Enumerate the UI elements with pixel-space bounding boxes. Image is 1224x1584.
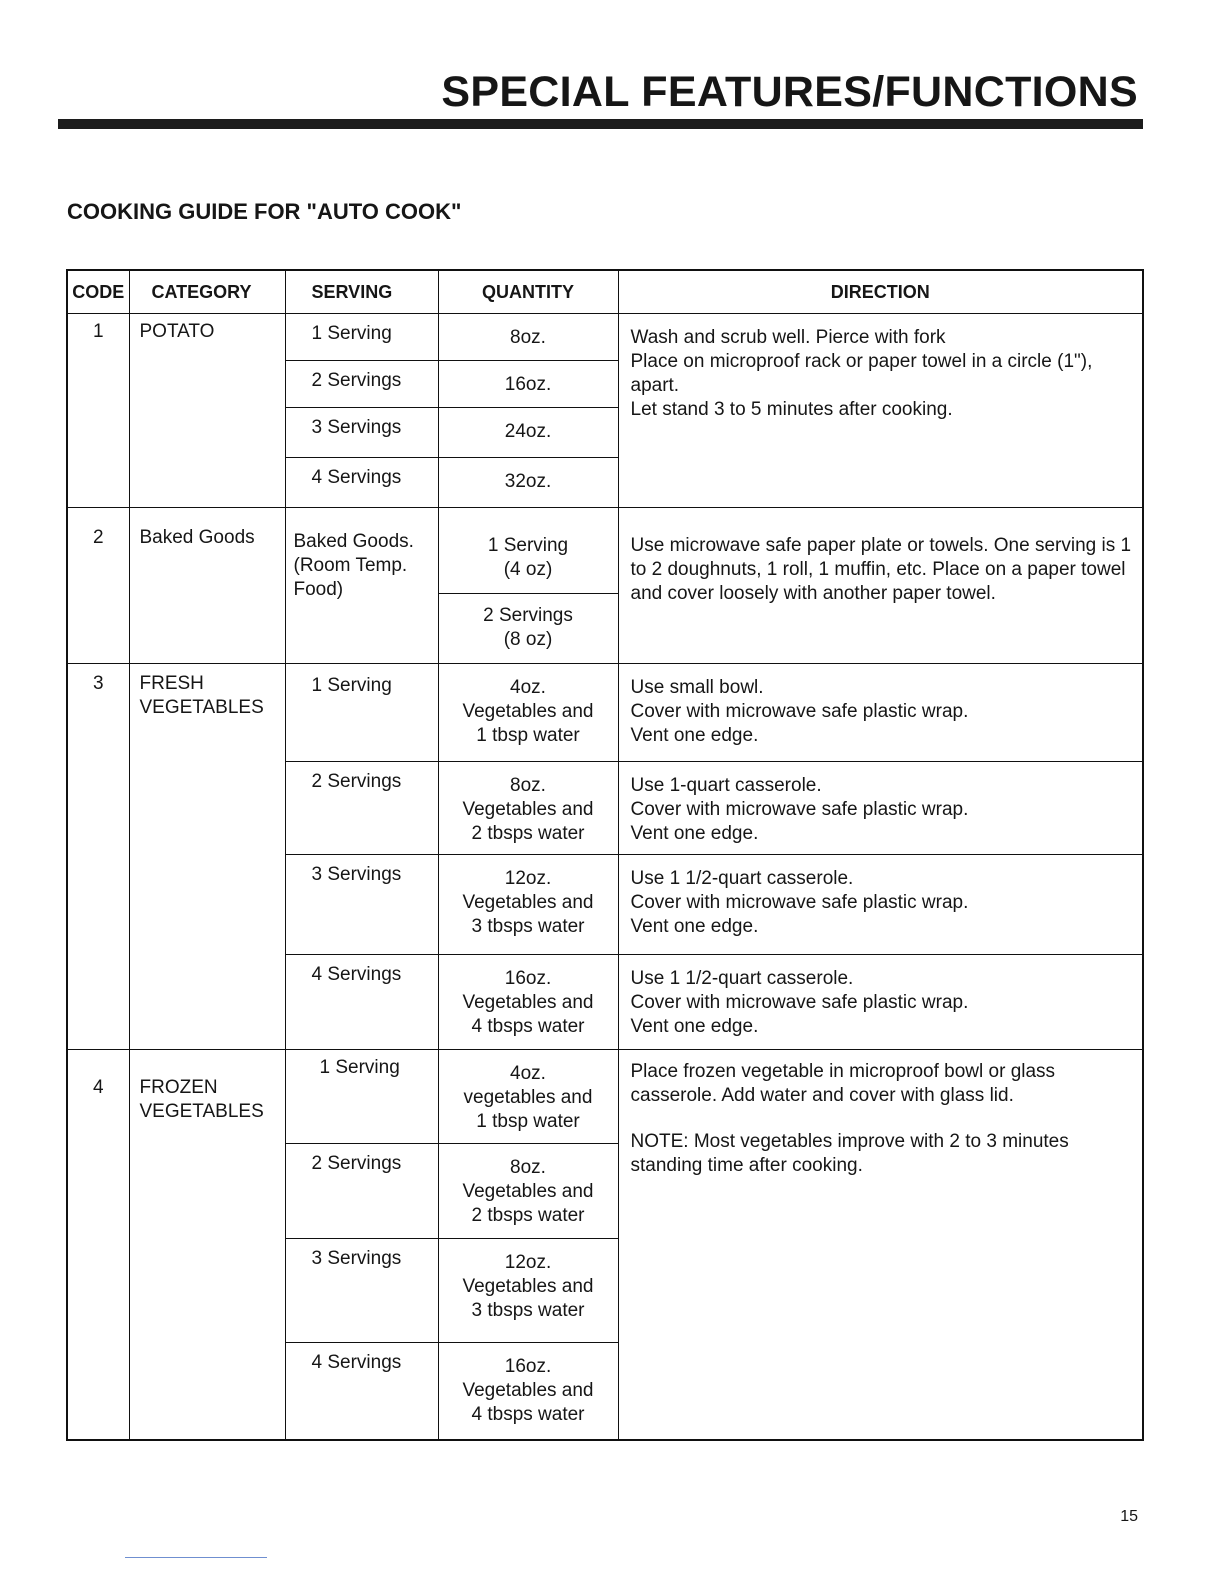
- quantity-cell: [438, 1343, 618, 1440]
- direction-text: Place frozen vegetable in microproof bowl or glass casserole. Add water and cover with glass lid.: [630, 1061, 1056, 1106]
- quantity-line: vegetables and: [463, 1087, 593, 1108]
- quantity-cell: 8oz.: [438, 314, 618, 361]
- serving-cell: 1 Serving: [285, 664, 438, 762]
- table-row: [67, 1050, 1143, 1144]
- quantity-cell: 16oz.: [438, 361, 618, 408]
- direction-line: Vent one edge.: [630, 725, 759, 746]
- quantity-line: 1 tbsp water: [476, 725, 580, 746]
- quantity-line: 1 Serving: [487, 535, 569, 556]
- quantity-cell: [438, 1239, 618, 1343]
- serving-cell: 3 Servings: [285, 408, 438, 458]
- quantity-line: 3 tbsps water: [471, 916, 585, 937]
- quantity-line: 4 tbsps water: [471, 1404, 585, 1425]
- serving-line: Food): [293, 579, 344, 600]
- quantity-line: 16oz.: [504, 968, 552, 989]
- direction-cell: [618, 508, 1143, 664]
- quantity-cell: [438, 664, 618, 762]
- direction-line: apart.: [630, 375, 680, 396]
- direction-line: Use small bowl.: [630, 677, 764, 698]
- direction-line: Let stand 3 to 5 minutes after cooking.: [630, 399, 953, 420]
- quantity-cell: 24oz.: [438, 408, 618, 458]
- quantity-cell: [438, 855, 618, 955]
- direction-line: Cover with microwave safe plastic wrap.: [630, 701, 969, 722]
- quantity-line: 2 Servings: [483, 605, 573, 626]
- direction-note: NOTE: Most vegetables improve with 2 to 3 minutes standing time after cooking.: [630, 1131, 1069, 1176]
- serving-cell: 4 Servings: [285, 955, 438, 1050]
- serving-cell: 2 Servings: [285, 762, 438, 855]
- code-cell: 1: [67, 314, 129, 508]
- serving-cell: 3 Servings: [285, 855, 438, 955]
- quantity-line: Vegetables and: [462, 799, 594, 820]
- quantity-line: 4 tbsps water: [471, 1016, 585, 1037]
- table-header-row: [67, 270, 1143, 314]
- quantity-line: 8oz.: [510, 1157, 546, 1178]
- quantity-line: Vegetables and: [462, 892, 594, 913]
- quantity-line: (8 oz): [503, 629, 553, 650]
- quantity-line: 2 tbsps water: [471, 1205, 585, 1226]
- quantity-cell: [438, 508, 618, 594]
- header-direction: DIRECTION: [618, 270, 1143, 314]
- direction-line: Cover with microwave safe plastic wrap.: [630, 992, 969, 1013]
- quantity-cell: [438, 762, 618, 855]
- quantity-line: Vegetables and: [462, 1380, 594, 1401]
- category-line: FROZEN: [139, 1077, 218, 1098]
- quantity-line: Vegetables and: [462, 992, 594, 1013]
- page-title: SPECIAL FEATURES/FUNCTIONS: [441, 68, 1138, 116]
- header-quantity: QUANTITY: [438, 270, 618, 314]
- table-row: [67, 508, 1143, 594]
- serving-cell: 3 Servings: [285, 1239, 438, 1343]
- quantity-line: 16oz.: [504, 1356, 552, 1377]
- quantity-line: Vegetables and: [462, 1181, 594, 1202]
- quantity-cell: 32oz.: [438, 458, 618, 508]
- table-row: [67, 314, 1143, 361]
- quantity-cell: [438, 955, 618, 1050]
- page-number: 15: [1120, 1508, 1138, 1525]
- header-category: CATEGORY: [129, 270, 285, 314]
- category-line: FRESH: [139, 673, 204, 694]
- direction-cell: [618, 855, 1143, 955]
- direction-cell: [618, 314, 1143, 508]
- quantity-line: 12oz.: [504, 1252, 552, 1273]
- quantity-line: 4oz.: [510, 677, 546, 698]
- direction-line: Use 1 1/2-quart casserole.: [630, 868, 854, 889]
- serving-cell: 4 Servings: [285, 1343, 438, 1440]
- serving-cell: 1 Serving: [285, 314, 438, 361]
- quantity-line: 8oz.: [510, 775, 546, 796]
- direction-cell: [618, 955, 1143, 1050]
- direction-cell: [618, 762, 1143, 855]
- direction-line: Use 1-quart casserole.: [630, 775, 822, 796]
- direction-line: Wash and scrub well. Pierce with fork: [630, 327, 946, 348]
- quantity-line: 3 tbsps water: [471, 1300, 585, 1321]
- direction-line: Vent one edge.: [630, 1016, 759, 1037]
- footer-rule: [125, 1557, 267, 1558]
- serving-cell: 2 Servings: [285, 361, 438, 408]
- serving-line: (Room Temp.: [293, 555, 408, 576]
- code-cell: 4: [67, 1050, 129, 1440]
- direction-cell: [618, 1050, 1143, 1440]
- direction-line: Use 1 1/2-quart casserole.: [630, 968, 854, 989]
- quantity-line: 2 tbsps water: [471, 823, 585, 844]
- section-heading: COOKING GUIDE FOR "AUTO COOK": [67, 199, 462, 224]
- category-line: VEGETABLES: [139, 1101, 264, 1122]
- direction-line: Vent one edge.: [630, 823, 759, 844]
- header-serving: SERVING: [285, 270, 438, 314]
- direction-line: Cover with microwave safe plastic wrap.: [630, 799, 969, 820]
- serving-line: Baked Goods.: [293, 531, 414, 552]
- direction-line: Place on microproof rack or paper towel in a circle (1"),: [630, 351, 1093, 372]
- serving-cell: 4 Servings: [285, 458, 438, 508]
- quantity-line: 1 tbsp water: [476, 1111, 580, 1132]
- serving-cell: [285, 508, 438, 664]
- quantity-line: 4oz.: [510, 1063, 546, 1084]
- quantity-line: Vegetables and: [462, 701, 594, 722]
- header-code: CODE: [67, 270, 129, 314]
- table-row: [67, 664, 1143, 762]
- quantity-cell: [438, 1050, 618, 1144]
- category-cell: POTATO: [129, 314, 285, 508]
- category-cell: [129, 1050, 285, 1440]
- direction-cell: [618, 664, 1143, 762]
- quantity-line: Vegetables and: [462, 1276, 594, 1297]
- code-cell: 3: [67, 664, 129, 1050]
- quantity-cell: [438, 1144, 618, 1239]
- quantity-line: (4 oz): [503, 559, 553, 580]
- quantity-line: 12oz.: [504, 868, 552, 889]
- code-cell: 2: [67, 508, 129, 664]
- serving-cell: 2 Servings: [285, 1144, 438, 1239]
- serving-cell: 1 Serving: [285, 1050, 438, 1144]
- direction-text: Use microwave safe paper plate or towels. One serving is 1 to 2 doughnuts, 1 roll, 1 muffin, etc. Place on a paper towel and cover loosely with another paper towel.: [630, 535, 1132, 604]
- direction-line: Vent one edge.: [630, 916, 759, 937]
- category-cell: [129, 664, 285, 1050]
- category-line: VEGETABLES: [139, 697, 264, 718]
- auto-cook-guide-table: [66, 269, 1144, 1441]
- title-rule: [58, 119, 1143, 129]
- direction-line: Cover with microwave safe plastic wrap.: [630, 892, 969, 913]
- quantity-cell: [438, 594, 618, 664]
- category-cell: Baked Goods: [129, 508, 285, 664]
